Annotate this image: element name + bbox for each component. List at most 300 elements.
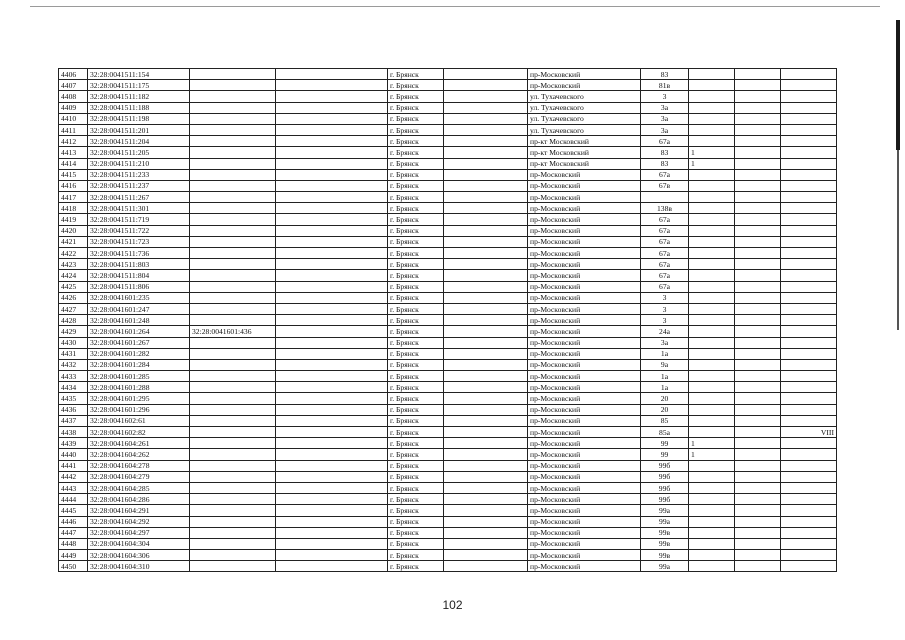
prev-cadastral-cell [190, 550, 276, 561]
street-cell: пр-Московский [528, 236, 641, 247]
empty-cell [276, 69, 388, 80]
cadastral-number-cell: 32:28:0041601:285 [88, 371, 190, 382]
street-cell: пр-Московский [528, 326, 641, 337]
street-cell: пр-Московский [528, 550, 641, 561]
table-row [59, 80, 837, 91]
zone-cell [781, 124, 837, 135]
row-number-cell: 4411 [59, 124, 88, 135]
empty-cell [444, 471, 528, 482]
prev-cadastral-cell [190, 91, 276, 102]
street-cell: пр-Московский [528, 460, 641, 471]
table-row [59, 225, 837, 236]
prev-cadastral-cell [190, 281, 276, 292]
prev-cadastral-cell [190, 337, 276, 348]
prev-cadastral-cell [190, 460, 276, 471]
empty-cell [276, 393, 388, 404]
empty-cell [276, 337, 388, 348]
empty-cell [444, 214, 528, 225]
prev-cadastral-cell [190, 180, 276, 191]
table-row [59, 527, 837, 538]
zone-cell [781, 505, 837, 516]
table-row [59, 415, 837, 426]
zone-cell [781, 113, 837, 124]
city-cell: г. Брянск [388, 80, 444, 91]
empty-cell [735, 315, 781, 326]
cadastral-number-cell: 32:28:0041604:262 [88, 449, 190, 460]
zone-cell [781, 561, 837, 572]
street-cell: ул. Тухачевского [528, 91, 641, 102]
flag-cell [689, 124, 735, 135]
empty-cell [735, 236, 781, 247]
empty-cell [276, 281, 388, 292]
empty-cell [276, 259, 388, 270]
row-number-cell: 4420 [59, 225, 88, 236]
street-cell: пр-кт Московский [528, 136, 641, 147]
zone-cell [781, 69, 837, 80]
empty-cell [444, 550, 528, 561]
row-number-cell: 4410 [59, 113, 88, 124]
prev-cadastral-cell [190, 505, 276, 516]
prev-cadastral-cell [190, 69, 276, 80]
empty-cell [444, 169, 528, 180]
flag-cell [689, 471, 735, 482]
cadastral-number-cell: 32:28:0041511:198 [88, 113, 190, 124]
house-number-cell: 99б [641, 482, 689, 493]
cadastral-number-cell: 32:28:0041511:201 [88, 124, 190, 135]
empty-cell [444, 158, 528, 169]
row-number-cell: 4441 [59, 460, 88, 471]
empty-cell [276, 124, 388, 135]
prev-cadastral-cell [190, 438, 276, 449]
city-cell: г. Брянск [388, 315, 444, 326]
flag-cell [689, 505, 735, 516]
cadastral-number-cell: 32:28:0041602:61 [88, 415, 190, 426]
empty-cell [276, 292, 388, 303]
flag-cell [689, 303, 735, 314]
house-number-cell: 99а [641, 561, 689, 572]
row-number-cell: 4429 [59, 326, 88, 337]
empty-cell [276, 494, 388, 505]
flag-cell [689, 359, 735, 370]
cadastral-number-cell: 32:28:0041601:295 [88, 393, 190, 404]
cadastral-number-cell: 32:28:0041604:306 [88, 550, 190, 561]
street-cell: пр-Московский [528, 225, 641, 236]
prev-cadastral-cell [190, 113, 276, 124]
flag-cell [689, 527, 735, 538]
empty-cell [276, 248, 388, 259]
empty-cell [735, 169, 781, 180]
empty-cell [444, 236, 528, 247]
table-row [59, 382, 837, 393]
house-number-cell: 3а [641, 113, 689, 124]
cadastral-number-cell: 32:28:0041601:296 [88, 404, 190, 415]
cadastral-number-cell: 32:28:0041601:284 [88, 359, 190, 370]
empty-cell [444, 225, 528, 236]
city-cell: г. Брянск [388, 371, 444, 382]
city-cell: г. Брянск [388, 415, 444, 426]
empty-cell [276, 359, 388, 370]
cadastral-number-cell: 32:28:0041511:719 [88, 214, 190, 225]
house-number-cell: 67в [641, 180, 689, 191]
prev-cadastral-cell [190, 471, 276, 482]
zone-cell [781, 203, 837, 214]
prev-cadastral-cell [190, 382, 276, 393]
prev-cadastral-cell: 32:28:0041601:436 [190, 326, 276, 337]
house-number-cell: 67а [641, 236, 689, 247]
empty-cell [444, 113, 528, 124]
city-cell: г. Брянск [388, 203, 444, 214]
house-number-cell: 83 [641, 158, 689, 169]
prev-cadastral-cell [190, 169, 276, 180]
flag-cell: 1 [689, 449, 735, 460]
empty-cell [276, 225, 388, 236]
row-number-cell: 4416 [59, 180, 88, 191]
street-cell: пр-Московский [528, 438, 641, 449]
row-number-cell: 4448 [59, 538, 88, 549]
empty-cell [735, 538, 781, 549]
table-row [59, 449, 837, 460]
row-number-cell: 4428 [59, 315, 88, 326]
cadastral-number-cell: 32:28:0041602:82 [88, 427, 190, 438]
house-number-cell: 83 [641, 69, 689, 80]
prev-cadastral-cell [190, 482, 276, 493]
table-row [59, 203, 837, 214]
empty-cell [735, 449, 781, 460]
city-cell: г. Брянск [388, 236, 444, 247]
house-number-cell: 99б [641, 460, 689, 471]
empty-cell [735, 214, 781, 225]
house-number-cell: 67а [641, 270, 689, 281]
flag-cell [689, 192, 735, 203]
empty-cell [276, 80, 388, 91]
row-number-cell: 4443 [59, 482, 88, 493]
row-number-cell: 4413 [59, 147, 88, 158]
empty-cell [735, 482, 781, 493]
empty-cell [276, 136, 388, 147]
empty-cell [735, 248, 781, 259]
flag-cell [689, 415, 735, 426]
zone-cell [781, 404, 837, 415]
table-row [59, 136, 837, 147]
empty-cell [444, 303, 528, 314]
row-number-cell: 4447 [59, 527, 88, 538]
table-row [59, 169, 837, 180]
row-number-cell: 4449 [59, 550, 88, 561]
empty-cell [735, 326, 781, 337]
prev-cadastral-cell [190, 415, 276, 426]
house-number-cell: 3а [641, 102, 689, 113]
house-number-cell: 1а [641, 382, 689, 393]
flag-cell [689, 371, 735, 382]
cadastral-number-cell: 32:28:0041511:301 [88, 203, 190, 214]
house-number-cell: 9а [641, 359, 689, 370]
empty-cell [276, 192, 388, 203]
street-cell: пр-Московский [528, 427, 641, 438]
empty-cell [444, 561, 528, 572]
empty-cell [735, 561, 781, 572]
cadastral-number-cell: 32:28:0041601:267 [88, 337, 190, 348]
city-cell: г. Брянск [388, 180, 444, 191]
street-cell: пр-Московский [528, 214, 641, 225]
empty-cell [276, 561, 388, 572]
row-number-cell: 4419 [59, 214, 88, 225]
empty-cell [735, 303, 781, 314]
cadastral-number-cell: 32:28:0041511:722 [88, 225, 190, 236]
zone-cell [781, 236, 837, 247]
row-number-cell: 4418 [59, 203, 88, 214]
zone-cell [781, 259, 837, 270]
row-number-cell: 4414 [59, 158, 88, 169]
house-number-cell: 67а [641, 169, 689, 180]
table-row [59, 494, 837, 505]
row-number-cell: 4422 [59, 248, 88, 259]
prev-cadastral-cell [190, 359, 276, 370]
street-cell: пр-Московский [528, 348, 641, 359]
zone-cell [781, 270, 837, 281]
house-number-cell: 85а [641, 427, 689, 438]
table-row [59, 248, 837, 259]
flag-cell [689, 259, 735, 270]
row-number-cell: 4430 [59, 337, 88, 348]
zone-cell [781, 248, 837, 259]
row-number-cell: 4423 [59, 259, 88, 270]
empty-cell [444, 359, 528, 370]
house-number-cell: 67а [641, 225, 689, 236]
prev-cadastral-cell [190, 124, 276, 135]
row-number-cell: 4406 [59, 69, 88, 80]
empty-cell [276, 214, 388, 225]
city-cell: г. Брянск [388, 393, 444, 404]
table-row [59, 124, 837, 135]
flag-cell [689, 292, 735, 303]
street-cell: пр-Московский [528, 505, 641, 516]
prev-cadastral-cell [190, 404, 276, 415]
city-cell: г. Брянск [388, 471, 444, 482]
city-cell: г. Брянск [388, 505, 444, 516]
house-number-cell: 99в [641, 538, 689, 549]
empty-cell [735, 281, 781, 292]
row-number-cell: 4434 [59, 382, 88, 393]
empty-cell [735, 147, 781, 158]
flag-cell: 1 [689, 438, 735, 449]
house-number-cell [641, 192, 689, 203]
street-cell: ул. Тухачевского [528, 124, 641, 135]
city-cell: г. Брянск [388, 460, 444, 471]
table-row [59, 281, 837, 292]
street-cell: пр-Московский [528, 292, 641, 303]
row-number-cell: 4442 [59, 471, 88, 482]
cadastral-number-cell: 32:28:0041511:736 [88, 248, 190, 259]
city-cell: г. Брянск [388, 158, 444, 169]
empty-cell [444, 69, 528, 80]
zone-cell [781, 382, 837, 393]
row-number-cell: 4432 [59, 359, 88, 370]
zone-cell [781, 292, 837, 303]
flag-cell: 1 [689, 147, 735, 158]
city-cell: г. Брянск [388, 516, 444, 527]
zone-cell [781, 192, 837, 203]
empty-cell [735, 393, 781, 404]
zone-cell [781, 494, 837, 505]
empty-cell [444, 292, 528, 303]
flag-cell [689, 561, 735, 572]
row-number-cell: 4444 [59, 494, 88, 505]
zone-cell [781, 214, 837, 225]
empty-cell [444, 494, 528, 505]
table-row [59, 460, 837, 471]
flag-cell [689, 393, 735, 404]
cadastral-number-cell: 32:28:0041604:292 [88, 516, 190, 527]
zone-cell [781, 527, 837, 538]
empty-cell [735, 359, 781, 370]
city-cell: г. Брянск [388, 326, 444, 337]
table-row [59, 147, 837, 158]
house-number-cell: 99в [641, 550, 689, 561]
zone-cell [781, 169, 837, 180]
zone-cell [781, 348, 837, 359]
empty-cell [444, 404, 528, 415]
city-cell: г. Брянск [388, 348, 444, 359]
table-row [59, 337, 837, 348]
table-row [59, 404, 837, 415]
city-cell: г. Брянск [388, 404, 444, 415]
row-number-cell: 4433 [59, 371, 88, 382]
flag-cell [689, 550, 735, 561]
row-number-cell: 4439 [59, 438, 88, 449]
house-number-cell: 67а [641, 214, 689, 225]
cadastral-number-cell: 32:28:0041604:285 [88, 482, 190, 493]
empty-cell [276, 91, 388, 102]
prev-cadastral-cell [190, 516, 276, 527]
cadastral-number-cell: 32:28:0041604:304 [88, 538, 190, 549]
house-number-cell: 99 [641, 438, 689, 449]
zone-cell [781, 438, 837, 449]
empty-cell [444, 326, 528, 337]
empty-cell [276, 482, 388, 493]
table-row [59, 236, 837, 247]
city-cell: г. Брянск [388, 259, 444, 270]
empty-cell [276, 471, 388, 482]
table-row [59, 371, 837, 382]
flag-cell [689, 136, 735, 147]
street-cell: пр-Московский [528, 180, 641, 191]
city-cell: г. Брянск [388, 124, 444, 135]
zone-cell [781, 147, 837, 158]
prev-cadastral-cell [190, 147, 276, 158]
table-row [59, 102, 837, 113]
house-number-cell: 99а [641, 516, 689, 527]
zone-cell [781, 281, 837, 292]
table-row [59, 538, 837, 549]
cadastral-number-cell: 32:28:0041511:154 [88, 69, 190, 80]
house-number-cell: 3 [641, 315, 689, 326]
city-cell: г. Брянск [388, 169, 444, 180]
house-number-cell: 3а [641, 124, 689, 135]
empty-cell [735, 505, 781, 516]
prev-cadastral-cell [190, 538, 276, 549]
street-cell: пр-Московский [528, 494, 641, 505]
table-row [59, 561, 837, 572]
empty-cell [444, 337, 528, 348]
empty-cell [276, 460, 388, 471]
street-cell: пр-Московский [528, 516, 641, 527]
table-row [59, 158, 837, 169]
flag-cell [689, 270, 735, 281]
table-row [59, 359, 837, 370]
row-number-cell: 4450 [59, 561, 88, 572]
prev-cadastral-cell [190, 427, 276, 438]
flag-cell [689, 326, 735, 337]
city-cell: г. Брянск [388, 427, 444, 438]
prev-cadastral-cell [190, 494, 276, 505]
prev-cadastral-cell [190, 236, 276, 247]
row-number-cell: 4445 [59, 505, 88, 516]
row-number-cell: 4424 [59, 270, 88, 281]
zone-cell [781, 136, 837, 147]
flag-cell [689, 538, 735, 549]
cadastral-number-cell: 32:28:0041601:247 [88, 303, 190, 314]
empty-cell [276, 180, 388, 191]
empty-cell [735, 471, 781, 482]
prev-cadastral-cell [190, 292, 276, 303]
cadastral-number-cell: 32:28:0041511:182 [88, 91, 190, 102]
scan-edge-line [30, 6, 880, 7]
flag-cell [689, 281, 735, 292]
row-number-cell: 4435 [59, 393, 88, 404]
city-cell: г. Брянск [388, 359, 444, 370]
prev-cadastral-cell [190, 348, 276, 359]
table-row [59, 315, 837, 326]
zone-cell [781, 102, 837, 113]
city-cell: г. Брянск [388, 270, 444, 281]
cadastral-number-cell: 32:28:0041511:723 [88, 236, 190, 247]
empty-cell [735, 415, 781, 426]
registry-table-body [59, 69, 837, 572]
empty-cell [735, 292, 781, 303]
prev-cadastral-cell [190, 371, 276, 382]
empty-cell [444, 147, 528, 158]
table-row [59, 91, 837, 102]
row-number-cell: 4426 [59, 292, 88, 303]
row-number-cell: 4417 [59, 192, 88, 203]
table-row [59, 348, 837, 359]
prev-cadastral-cell [190, 270, 276, 281]
city-cell: г. Брянск [388, 561, 444, 572]
flag-cell [689, 225, 735, 236]
street-cell: пр-Московский [528, 203, 641, 214]
zone-cell [781, 80, 837, 91]
prev-cadastral-cell [190, 393, 276, 404]
street-cell: пр-Московский [528, 192, 641, 203]
row-number-cell: 4425 [59, 281, 88, 292]
table-row [59, 438, 837, 449]
table-row [59, 471, 837, 482]
table-row [59, 505, 837, 516]
empty-cell [735, 180, 781, 191]
scan-edge-bar [897, 150, 899, 330]
house-number-cell: 99б [641, 471, 689, 482]
table-row [59, 270, 837, 281]
cadastral-number-cell: 32:28:0041604:297 [88, 527, 190, 538]
cadastral-number-cell: 32:28:0041604:261 [88, 438, 190, 449]
prev-cadastral-cell [190, 527, 276, 538]
empty-cell [735, 192, 781, 203]
street-cell: ул. Тухачевского [528, 102, 641, 113]
cadastral-number-cell: 32:28:0041511:806 [88, 281, 190, 292]
registry-table [58, 68, 837, 572]
street-cell: пр-Московский [528, 404, 641, 415]
flag-cell [689, 382, 735, 393]
